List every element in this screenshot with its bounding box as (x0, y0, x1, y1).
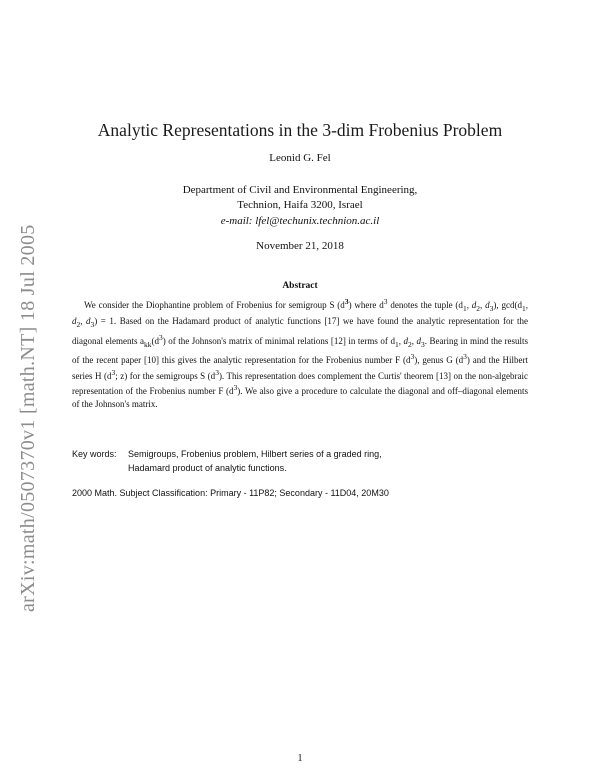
msc-classification: 2000 Math. Subject Classification: Primary - 11P82; Secondary - 11D04, 20M30 (72, 488, 389, 498)
arxiv-identifier-stamp: arXiv:math/0507370v1 [math.NT] 18 Jul 2005 (17, 224, 39, 612)
paper-date: November 21, 2018 (256, 240, 344, 252)
keywords-line-1: Semigroups, Frobenius problem, Hilbert series of a graded ring, (128, 449, 382, 459)
abstract-heading: Abstract (282, 281, 318, 291)
page-number: 1 (297, 753, 303, 764)
email-label: e-mail: (220, 215, 253, 227)
keywords-line-2: Hadamard product of analytic functions. (128, 463, 287, 473)
email-address[interactable]: lfel@techunix.technion.ac.il (255, 215, 380, 227)
affiliation-line-2: Technion, Haifa 3200, Israel (237, 199, 363, 211)
abstract-text: We consider the Diophantine problem of Frobenius for semigroup S $(d^3)$ where $d^3$ denotes the tuple ($d_1$, $d_2$, $d_3$), $\gcd(d_1$, $d_2$, $d_3) = 1$. Based on the Hadamard product of analytic functions [17] we have found the analytic representation for the diagonal elements $a_{kk}(d^3)$ of the Johnson's matrix of minimal relations [12] in terms of $d_1$, $d_2$, $d_3$. Bearing in mind the results of the recent paper [10] this gives the analytic representation for the Frobenius number F $(d^3)$, genus G $(d^3)$ and the Hilbert series H ($d^3$; z) for the semigroups S $(d^3)$. This representation does complement the Curtis' theorem [13] on the non-algebraic representation of the Frobenius number F $(d^3)$. We also give a procedure to calculate the diagonal and off–diagonal elements of the Johnson's matrix. (72, 297, 529, 409)
author-affiliation (0, 183, 600, 213)
paper-title: Analytic Representations in the 3-dim Frobenius Problem (97, 120, 503, 140)
author-name: Leonid G. Fel (269, 152, 331, 164)
keywords-label: Key words: (72, 449, 117, 459)
email-line (0, 215, 600, 227)
affiliation-line-1: Department of Civil and Environmental Engineering, (182, 184, 418, 196)
